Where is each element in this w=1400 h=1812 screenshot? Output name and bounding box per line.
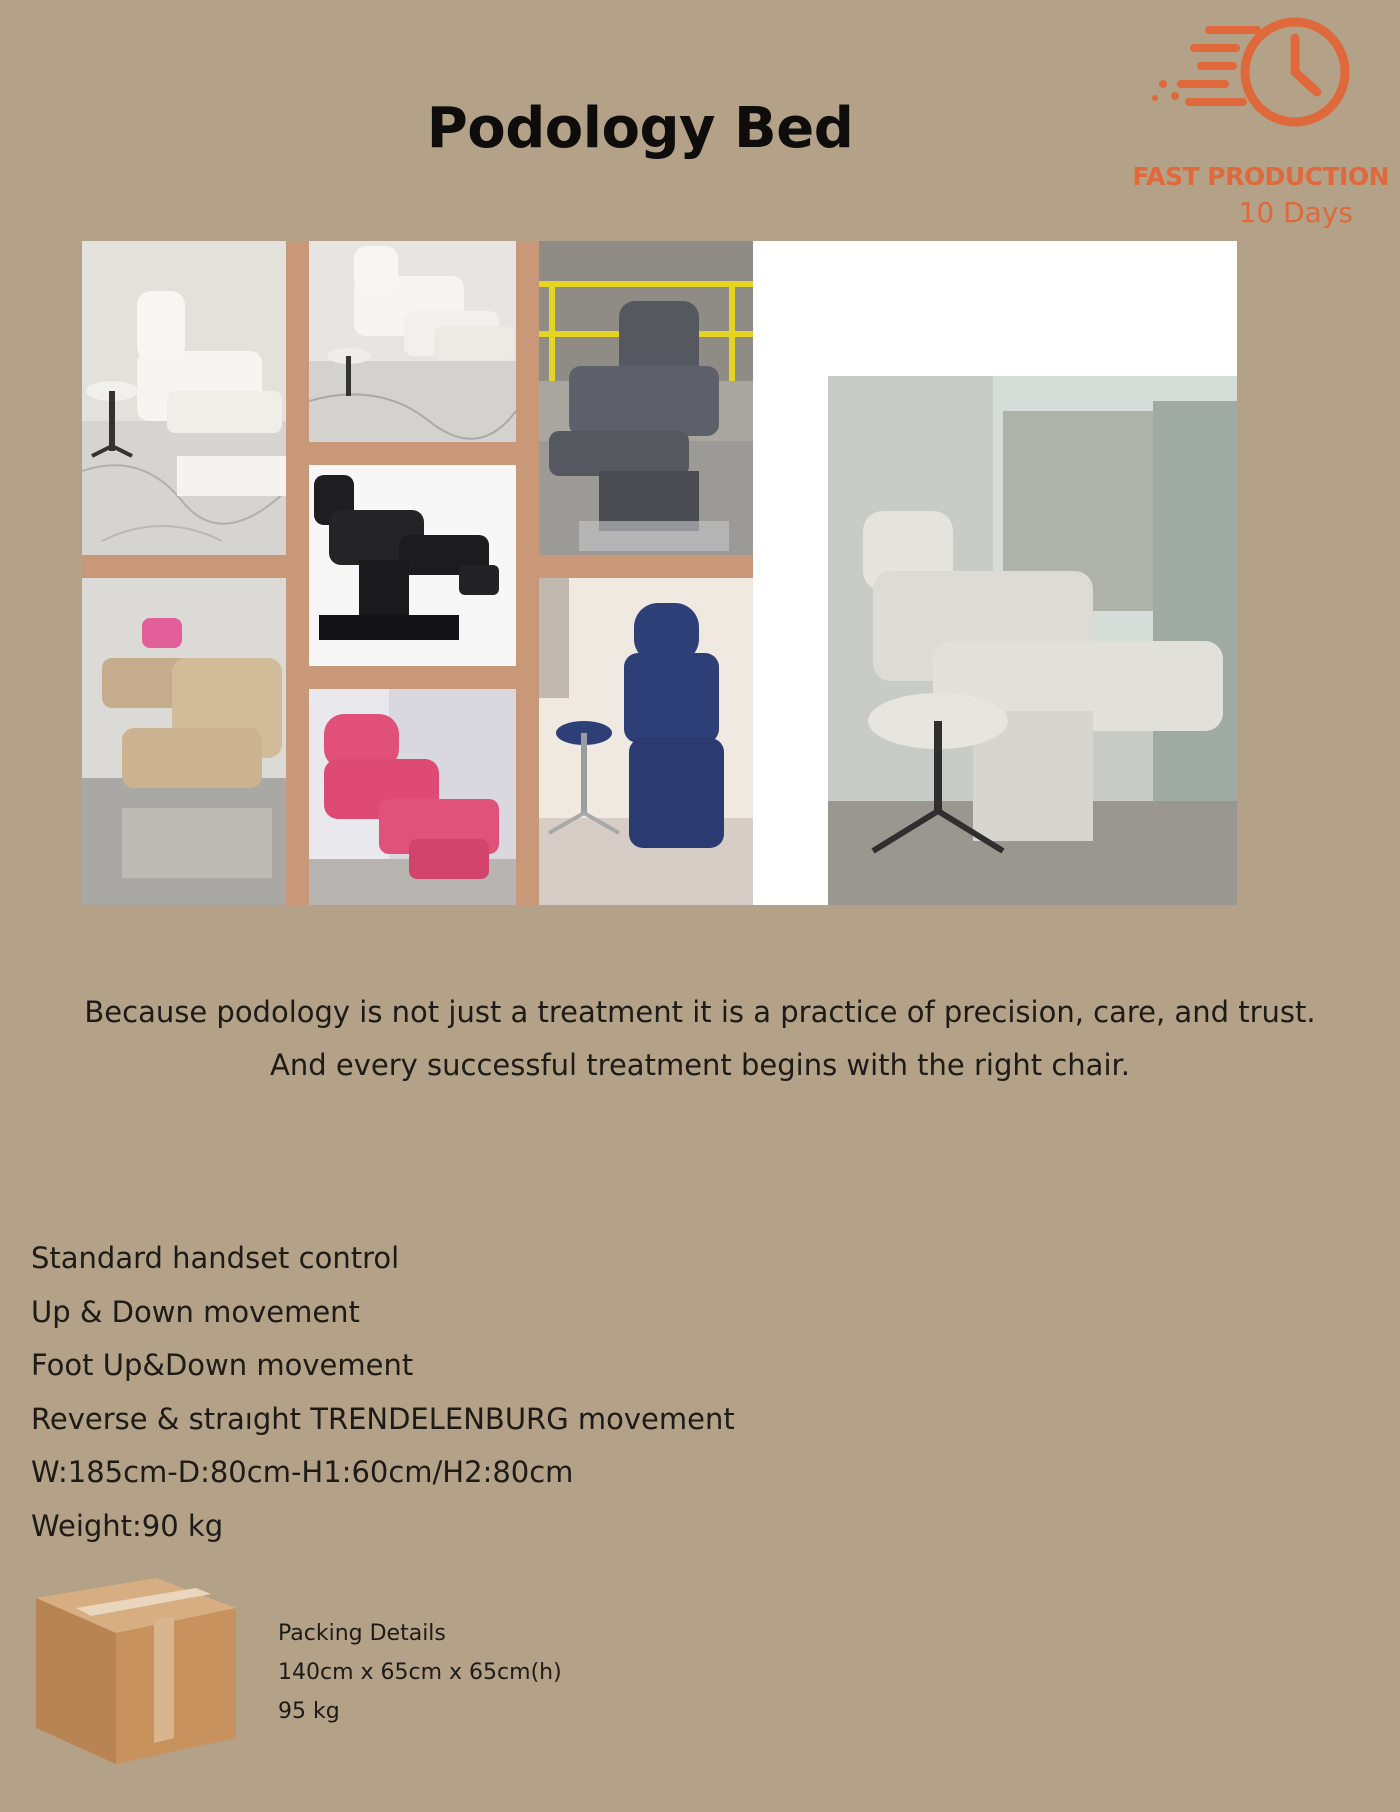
- white-podology-bed-angle-photo: [309, 241, 516, 442]
- product-photo-collage: [82, 241, 1237, 905]
- white-podology-bed-window-photo: [753, 241, 1237, 905]
- packing-weight: 95 kg: [278, 1699, 340, 1724]
- black-podology-bed-photo: [309, 465, 516, 666]
- feature-item-weight: Weight:90 kg: [31, 1508, 224, 1543]
- fast-clock-icon: [1145, 10, 1395, 150]
- packing-dimensions: 140cm x 65cm x 65cm(h): [278, 1660, 562, 1685]
- cardboard-box-icon: [36, 1578, 239, 1764]
- blue-podology-bed-photo: [539, 578, 753, 905]
- tagline-line-2: And every successful treatment begins with the right chair.: [270, 1048, 1130, 1082]
- beige-podology-beds-photo: [82, 578, 286, 905]
- fast-production-label: FAST PRODUCTION: [1132, 162, 1389, 191]
- feature-item-handset: Standard handset control: [31, 1241, 400, 1275]
- white-podology-bed-photo: [82, 241, 286, 555]
- feature-item-up-down: Up & Down movement: [31, 1294, 360, 1329]
- feature-item-foot: Foot Up&Down movement: [31, 1348, 414, 1382]
- tagline-line-1: Because podology is not just a treatment it is a practice of precision, care, and trust.: [84, 995, 1316, 1029]
- tagline: [0, 986, 1400, 1092]
- page-title: Podology Bed: [426, 96, 854, 161]
- pink-podology-bed-photo: [309, 689, 516, 905]
- production-days-label: 10 Days: [1238, 196, 1353, 229]
- packing-title: Packing Details: [278, 1621, 446, 1646]
- packing-details: [278, 1614, 562, 1731]
- fast-production-badge: [1132, 10, 1395, 229]
- grey-podology-bed-workshop-photo: [539, 241, 753, 555]
- feature-item-trendelenburg: Reverse & straıght TRENDELENBURG movement: [31, 1401, 735, 1436]
- feature-item-dimensions: W:185cm-D:80cm-H1:60cm/H2:80cm: [31, 1455, 574, 1489]
- feature-list: [31, 1232, 735, 1553]
